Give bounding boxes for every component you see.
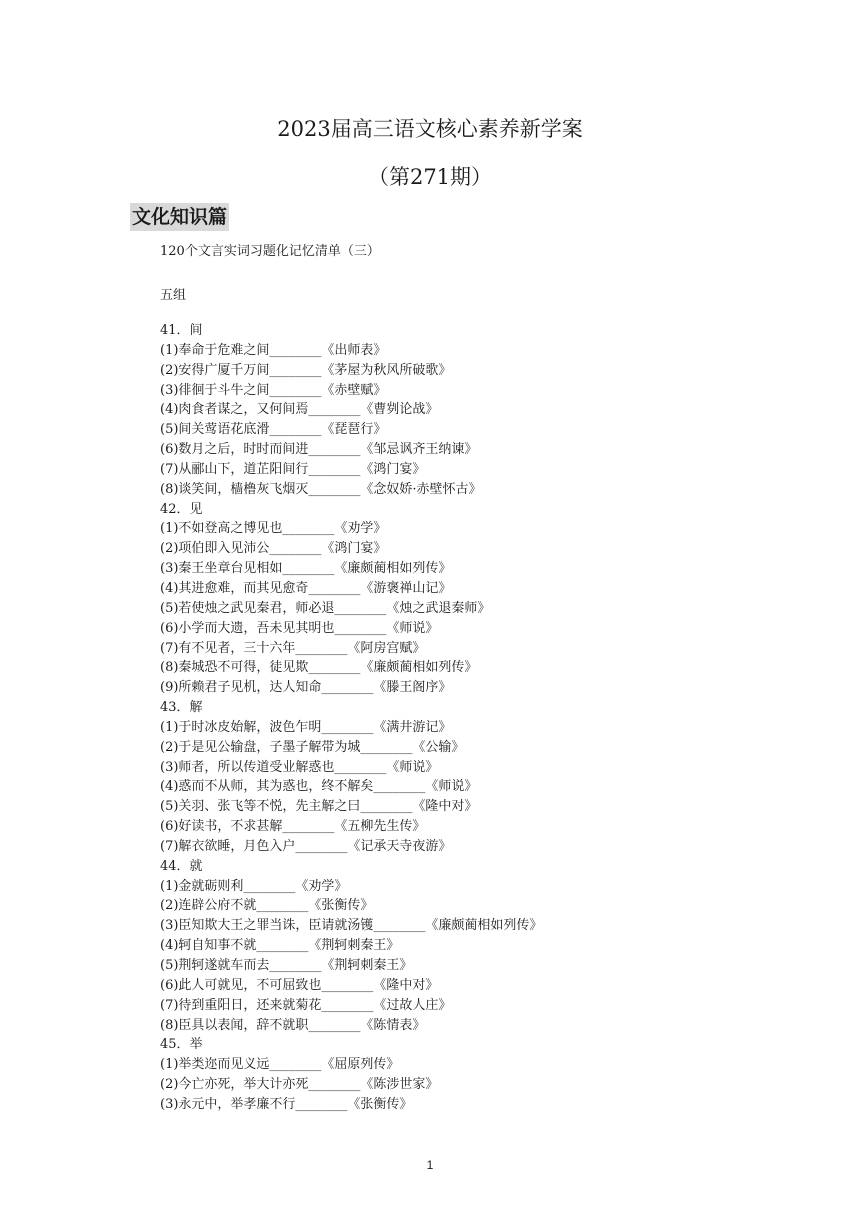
list-item: (5)关羽、张飞等不悦，先主解之曰________《隆中对》: [160, 799, 478, 815]
list-item: (7)从郦山下，道芷阳间行________《鸿门宴》: [160, 461, 426, 477]
list-item: (4)其进愈难，而其见愈奇________《游褒禅山记》: [160, 580, 452, 596]
list-item: (3)徘徊于斗牛之间________《赤壁赋》: [160, 382, 387, 398]
list-item: (4)惑而不从师，其为惑也，终不解矣________《师说》: [160, 779, 478, 795]
page-number: 1: [426, 1158, 434, 1172]
list-item: 43．解: [160, 700, 203, 716]
list-item: (7)有不见者，三十六年________《阿房宫赋》: [160, 640, 426, 656]
list-item: (6)好读书，不求甚解________《五柳先生传》: [160, 819, 426, 835]
list-item: 44．就: [160, 858, 203, 874]
list-item: (4)轲自知事不就________《荆轲刺秦王》: [160, 938, 400, 954]
list-item: (3)臣知欺大王之罪当诛，臣请就汤镬________《廉颇蔺相如列传》: [160, 918, 543, 934]
list-item: (3)秦王坐章台见相如________《廉颇蔺相如列传》: [160, 561, 452, 577]
list-item: (1)举类迩而见义远________《屈原列传》: [160, 1057, 400, 1073]
list-item: (1)金就砺则利________《劝学》: [160, 878, 348, 894]
subtitle: 120个文言实词习题化记忆清单（三）: [160, 244, 380, 259]
group-label: 五组: [160, 288, 187, 303]
list-item: 45．举: [160, 1037, 203, 1053]
list-item: (6)此人可就见，不可屈致也________《隆中对》: [160, 977, 439, 993]
list-item: (2)连辟公府不就________《张衡传》: [160, 898, 374, 914]
list-item: (6)数月之后，时时而间进________《邹忌讽齐王纳谏》: [160, 442, 478, 458]
list-item: (5)间关莺语花底滑________《琵琶行》: [160, 422, 387, 438]
exercise-list: [160, 321, 820, 1115]
list-item: (6)小学而大遗，吾未见其明也________《师说》: [160, 620, 439, 636]
list-item: (4)肉食者谋之，又何间焉________《曹刿论战》: [160, 402, 439, 418]
document-title: 2023届高三语文核心素养新学案: [277, 117, 583, 141]
section-heading: 文化知识篇: [130, 203, 229, 231]
list-item: (8)秦城恐不可得，徒见欺________《廉颇蔺相如列传》: [160, 660, 478, 676]
list-item: (8)臣具以表闻，辞不就职________《陈情表》: [160, 1017, 426, 1033]
list-item: (3)永元中，举孝廉不行________《张衡传》: [160, 1096, 413, 1112]
list-item: 41．间: [160, 323, 203, 338]
list-item: (1)奉命于危难之间________《出师表》: [160, 342, 387, 358]
issue-number: （第271期）: [367, 165, 493, 189]
list-item: (7)待到重阳日，还来就菊花________《过故人庄》: [160, 997, 452, 1013]
list-item: 42．见: [160, 501, 203, 517]
list-item: (2)项伯即入见沛公________《鸿门宴》: [160, 541, 387, 557]
list-item: (5)若使烛之武见秦君，师必退________《烛之武退秦师》: [160, 600, 491, 616]
list-item: (8)谈笑间，樯橹灰飞烟灭________《念奴娇·赤壁怀古》: [160, 481, 482, 497]
list-item: (9)所赖君子见机，达人知命________《滕王阁序》: [160, 680, 452, 696]
list-item: (1)于时冰皮始解，波色乍明________《满井游记》: [160, 719, 452, 735]
list-item: (2)今亡亦死，举大计亦死________《陈涉世家》: [160, 1077, 439, 1093]
list-item: (7)解衣欲睡，月色入户________《记承天寺夜游》: [160, 838, 452, 854]
list-item: (2)于是见公输盘，子墨子解带为城________《公输》: [160, 739, 465, 755]
list-item: (1)不如登高之博见也________《劝学》: [160, 521, 387, 537]
list-item: (5)荆轲遂就车而去________《荆轲刺秦王》: [160, 958, 413, 973]
list-item: (3)师者，所以传道受业解惑也________《师说》: [160, 759, 439, 775]
list-item: (2)安得广厦千万间________《茅屋为秋风所破歌》: [160, 362, 452, 378]
